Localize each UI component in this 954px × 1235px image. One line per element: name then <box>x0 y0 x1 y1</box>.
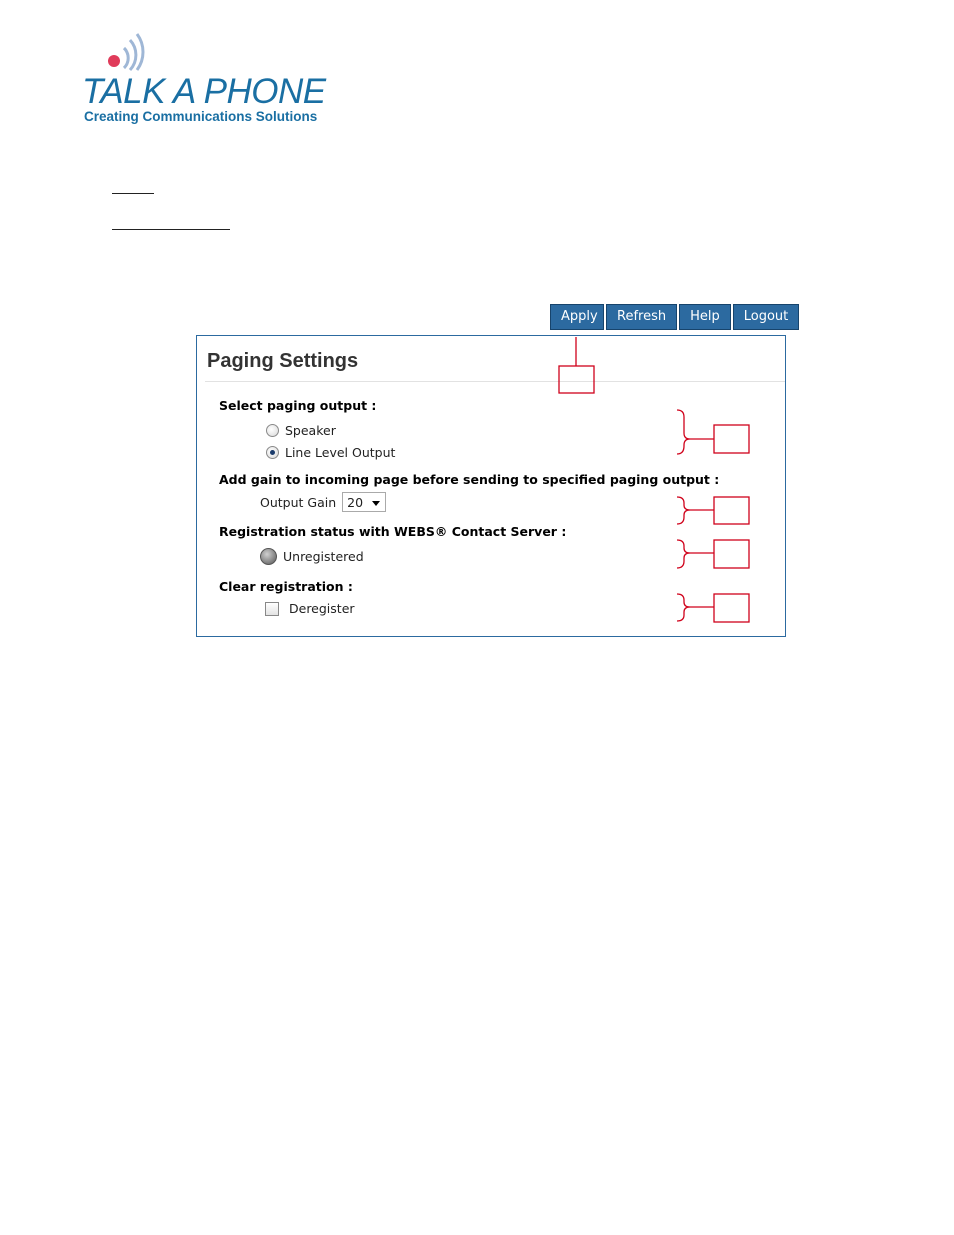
help-button[interactable]: Help <box>679 304 731 330</box>
clear-registration-label: Clear registration : <box>219 579 353 594</box>
registration-callout-box <box>714 540 749 568</box>
output-callout-box <box>714 425 749 453</box>
output-bracket <box>677 410 690 454</box>
apply-button[interactable]: Apply <box>550 304 604 330</box>
output-gain-value: 20 <box>347 495 364 510</box>
logo-title: TALK A PHONE <box>82 72 326 111</box>
clear-bracket <box>677 594 690 621</box>
registration-status-value: Unregistered <box>283 549 364 564</box>
output-gain-label: Output Gain <box>260 494 337 510</box>
page-title: Paging Settings <box>207 350 359 372</box>
gain-label: Add gain to incoming page before sending to specified paging output : <box>219 472 720 487</box>
logo-tagline: Creating Communications Solutions <box>84 109 318 124</box>
paging-output-label: Select paging output : <box>219 398 377 413</box>
logout-button[interactable]: Logout <box>733 304 800 330</box>
gain-callout-box <box>714 497 749 524</box>
gain-bracket <box>677 497 690 524</box>
apply-callout-box <box>559 366 594 393</box>
line-level-output-label: Line Level Output <box>285 445 396 460</box>
speaker-label: Speaker <box>285 423 336 438</box>
deregister-label: Deregister <box>289 601 355 616</box>
refresh-button[interactable]: Refresh <box>606 304 677 330</box>
registration-bracket <box>677 540 690 568</box>
clear-callout-box <box>714 594 749 622</box>
registration-status-label: Registration status with WEBS® Contact Server : <box>219 524 567 539</box>
